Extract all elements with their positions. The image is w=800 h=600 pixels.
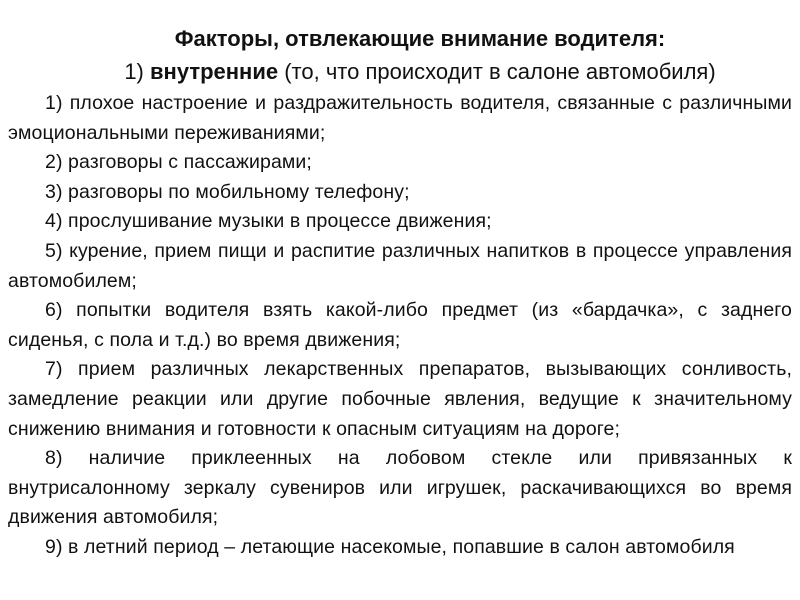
list-item: 5) курение, прием пищи и распитие различных напитков в процессе управления автомобилем;	[8, 239, 792, 292]
list-item: 6) попытки водителя взять какой-либо предмет (из «бардачка», с заднего сиденья, с пола и т.д.) во время движения;	[8, 299, 792, 351]
list-item: 1) плохое настроение и раздражительность водителя, связанные с различными эмоциональными переживаниями;	[8, 92, 792, 144]
slide-subtitle	[0, 55, 800, 89]
slide-title: Факторы, отвлекающие внимание водителя:	[174, 26, 666, 51]
subtitle-explanation: (то, что происходит в салоне автомобиля)	[284, 59, 716, 84]
list-item: 8) наличие приклеенных на лобовом стекле или привязанных к внутрисалонному зеркалу сувениров или игрушек, раскачивающихся во время движения автомобиля;	[8, 447, 792, 529]
list-item: 3) разговоры по мобильному телефону;	[45, 180, 410, 203]
list-item: 2) разговоры с пассажирами;	[45, 151, 312, 174]
list-item: 7) прием различных лекарственных препаратов, вызывающих сонливость, замедление реакции или другие побочные явления, ведущие к значительному снижению внимания и готовности к опасным ситуациям на дороге;	[8, 358, 792, 440]
list-item: 9) в летний период – летающие насекомые, попавшие в салон автомобиля	[45, 535, 735, 558]
subtitle-number: 1)	[124, 59, 144, 84]
subtitle-bold-term: внутренние	[150, 59, 279, 84]
list-item: 4) прослушивание музыки в процессе движения;	[45, 210, 492, 233]
factors-list	[8, 89, 792, 563]
